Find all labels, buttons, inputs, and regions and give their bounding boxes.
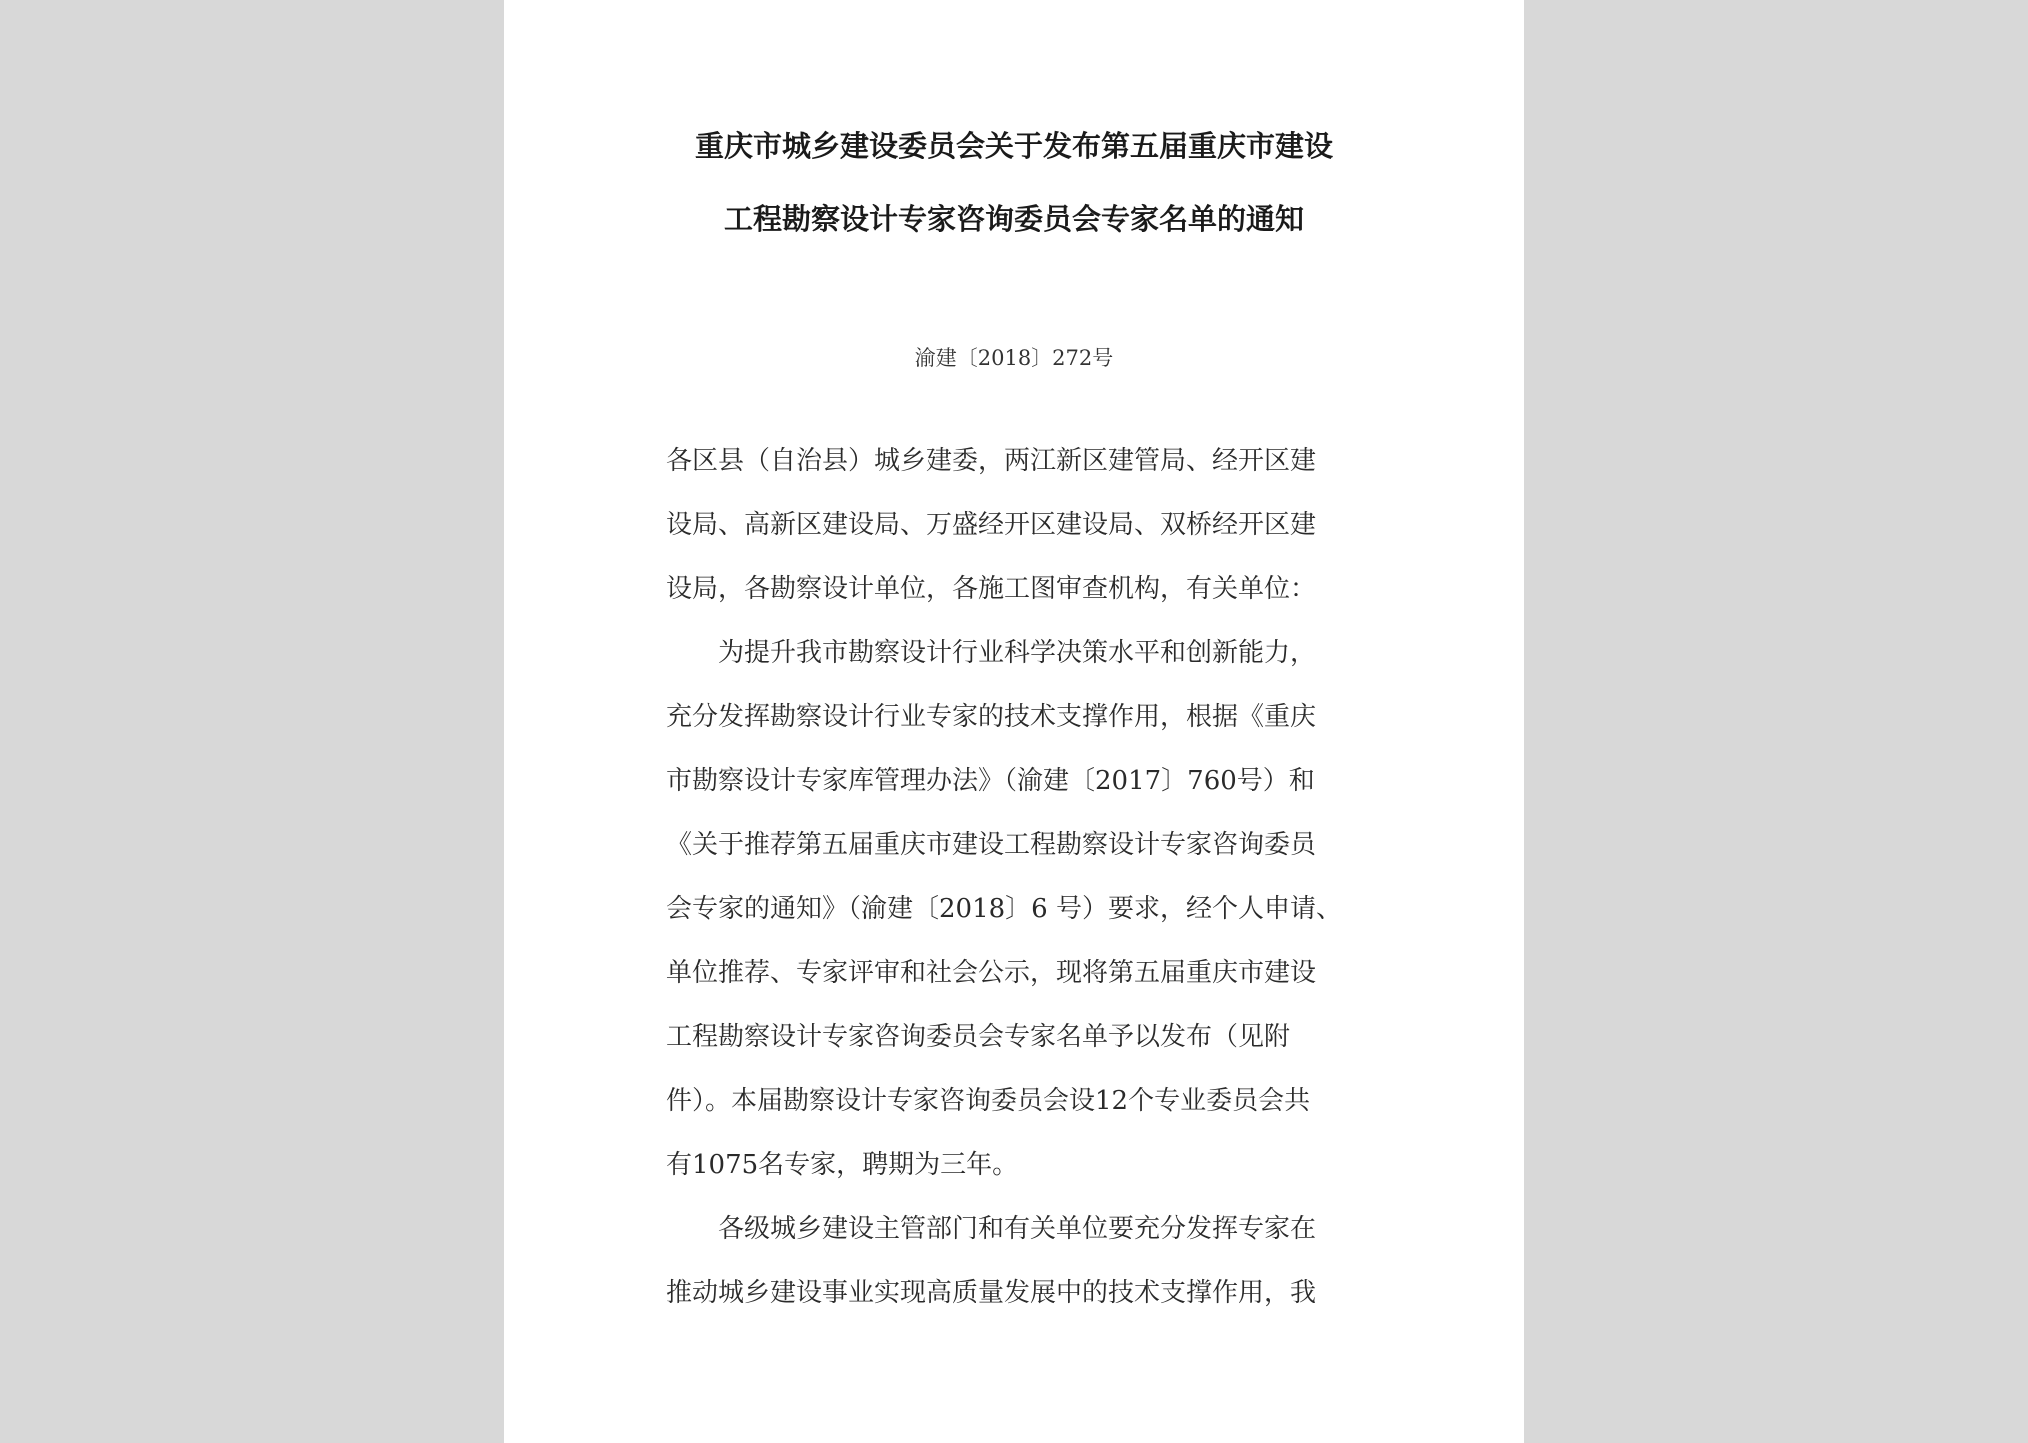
paragraph1-line-5: 会专家的通知》（渝建〔2018〕6 号）要求，经个人申请、 bbox=[666, 894, 1342, 924]
paragraph1-line-4: 《关于推荐第五届重庆市建设工程勘察设计专家咨询委员 bbox=[666, 830, 1317, 860]
paragraph1-line-8: 件）。本届勘察设计专家咨询委员会设12个专业委员会共 bbox=[666, 1086, 1311, 1116]
paragraph2-line-2: 推动城乡建设事业实现高质量发展中的技术支撑作用，我 bbox=[666, 1278, 1317, 1308]
paragraph2-line-1: 各级城乡建设主管部门和有关单位要充分发挥专家在 bbox=[718, 1214, 1317, 1244]
recipients-line-1: 各区县（自治县）城乡建委，两江新区建管局、经开区建 bbox=[666, 446, 1317, 476]
recipients-line-3: 设局，各勘察设计单位，各施工图审查机构，有关单位： bbox=[666, 574, 1317, 604]
paragraph1-line-3: 市勘察设计专家库管理办法》（渝建〔2017〕760号）和 bbox=[666, 766, 1315, 796]
paragraph1-line-9: 有1075名专家，聘期为三年。 bbox=[666, 1150, 1019, 1180]
paragraph1-line-1: 为提升我市勘察设计行业科学决策水平和创新能力， bbox=[718, 638, 1317, 668]
document-page bbox=[504, 0, 1524, 1443]
document-number: 渝建〔2018〕272号 bbox=[914, 346, 1114, 370]
paragraph1-line-2: 充分发挥勘察设计行业专家的技术支撑作用，根据《重庆 bbox=[666, 702, 1317, 732]
title-line-1: 重庆市城乡建设委员会关于发布第五届重庆市建设 bbox=[694, 129, 1333, 163]
paragraph1-line-6: 单位推荐、专家评审和社会公示，现将第五届重庆市建设 bbox=[666, 958, 1317, 988]
title-line-2: 工程勘察设计专家咨询委员会专家名单的通知 bbox=[723, 202, 1304, 236]
paragraph1-line-7: 工程勘察设计专家咨询委员会专家名单予以发布（见附 bbox=[666, 1022, 1291, 1052]
recipients-line-2: 设局、高新区建设局、万盛经开区建设局、双桥经开区建 bbox=[666, 510, 1317, 540]
